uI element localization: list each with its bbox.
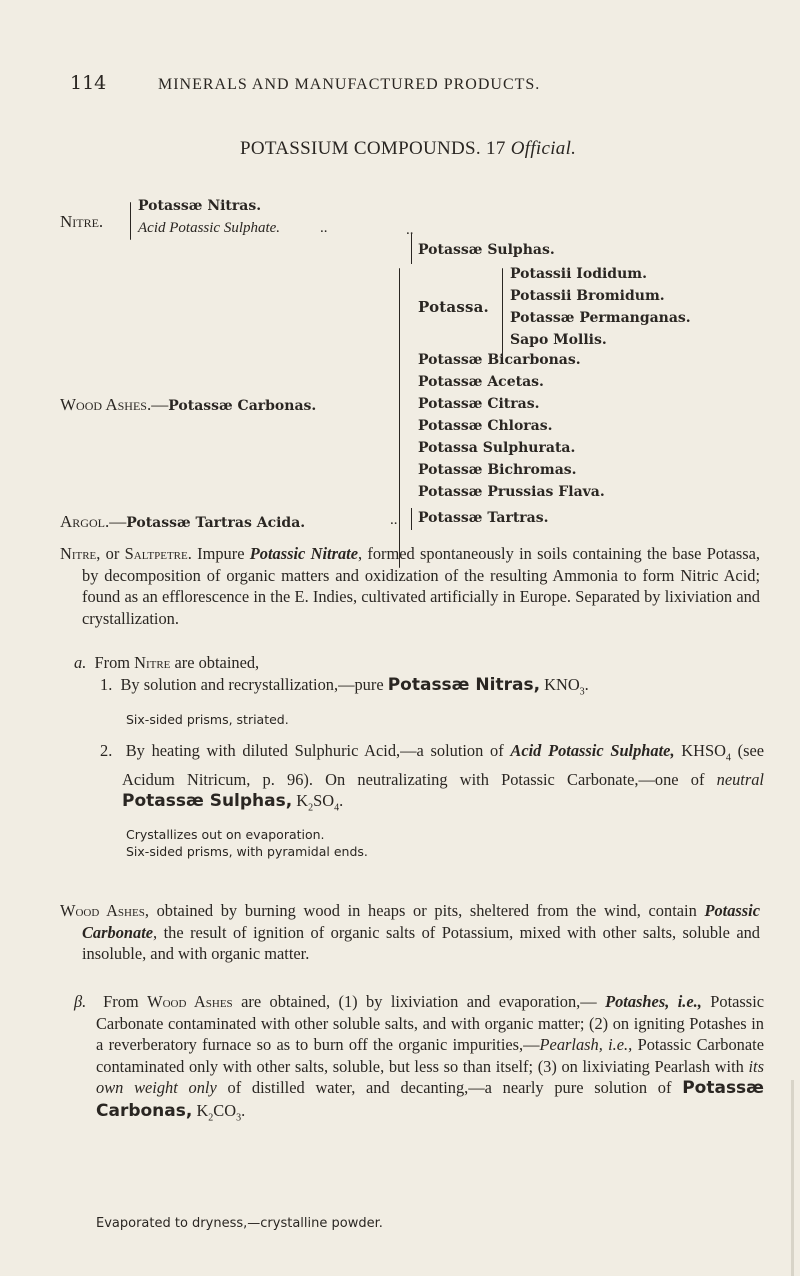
potassa-item-2: Potassii Bromidum. (510, 288, 665, 304)
potassa-item-3: Potassæ Permanganas. (510, 310, 691, 326)
beta-marker: β. (74, 992, 87, 1011)
potassa-label: Potassa. (418, 298, 489, 316)
nitre-text-3: , formed spontaneously in soils containing the base Potassa, by decomposition of organic matters and oxidization of the resulting Ammonia to form Nitric Acid; found as an efflorescence in the E. Indies, cultivated artificially in Europe. Separated by lixiviation and crystallization. (82, 544, 760, 628)
sulphas-item: Potassæ Sulphas. (418, 242, 555, 258)
nitre-label: Nitre. (60, 212, 104, 231)
item1-formula: KNO (544, 674, 580, 694)
argol-row (60, 512, 305, 532)
item2-formula2b: SO (313, 791, 335, 811)
wood-lead: Wood Ashes (60, 901, 145, 920)
beta-t2: Potassic Carbonate contaminated with other soluble salts, and with organic matter; (2) on igniting Potashes in a reverberatory furnace so as to burn off the organic impurities,— (96, 992, 765, 1054)
wood-item-5: Potassa Sulphurata. (418, 440, 576, 456)
wood-potassic-carbonate: Potassic Carbonate (82, 901, 761, 942)
alpha-intro: From (94, 653, 135, 672)
nitre-item-2: Acid Potassic Sulphate. (138, 220, 281, 236)
beta-product: Potassæ Carbonas, (96, 1078, 764, 1121)
official-count: 17 (486, 138, 506, 159)
item1-product: Potassæ Nitras, (387, 674, 541, 695)
argol-dash: — (109, 512, 127, 531)
argol-label: Argol. (60, 512, 110, 531)
item2-acid: Acid Potassic Sulphate, (510, 741, 675, 760)
nitre-text-1: , or (96, 544, 125, 563)
argol-item: Potassæ Tartras Acida. (126, 515, 306, 531)
nitre-brace (130, 202, 131, 240)
potassa-item-4: Sapo Mollis. (510, 332, 607, 348)
beta-pearlash: Pearlash, i.e., (539, 1035, 633, 1054)
sulphas-brace (411, 234, 412, 264)
page-number: 114 (70, 72, 107, 94)
beta-sub2: 3 (236, 1111, 242, 1123)
item1-num: 1. (100, 674, 113, 694)
argol-dots: .. (390, 512, 398, 528)
alpha-section (74, 652, 764, 702)
item1-sub: 3 (579, 685, 585, 697)
beta-t3: Potassic Carbonate contaminated only with other salts, soluble, but less so than itself; (3) on lixiviating Pearlash with (96, 1035, 764, 1076)
wood-item-2: Potassæ Acetas. (418, 374, 544, 390)
alpha-intro-end: are obtained, (170, 653, 260, 672)
nitre-text-2: . Impure (187, 544, 250, 563)
wood-text-2: , the result of ignition of organic salts of Potassium, mixed with other salts, soluble and insoluble, and with organic matter. (82, 922, 760, 963)
beta-end: . (241, 1100, 246, 1120)
wood-ashes-paragraph (60, 900, 760, 965)
wood-carbonas: Potassæ Carbonas. (168, 398, 317, 414)
item2-sub: 4 (725, 752, 731, 764)
item2-sub2b: 4 (334, 802, 340, 814)
wood-item-6: Potassæ Bichromas. (418, 462, 577, 478)
alpha-marker: a. (74, 653, 87, 672)
item2-formula: KHSO (674, 741, 726, 760)
item2-product: Potassæ Sulphas, (122, 791, 293, 812)
wood-item-4: Potassæ Chloras. (418, 418, 553, 434)
item2-text-1: By heating with diluted Sulphuric Acid,—a solution of (125, 741, 511, 760)
item2-num: 2. (100, 741, 113, 760)
item1-note: Six-sided prisms, striated. (126, 712, 289, 727)
page-edge-shadow (791, 1080, 794, 1276)
item2-end: . (339, 791, 344, 811)
potassa-item-1: Potassii Iodidum. (510, 266, 647, 282)
wood-brace (399, 268, 400, 568)
wood-ashes-row (60, 395, 316, 415)
potassa-brace (502, 268, 503, 360)
nitre-item-1: Potassæ Nitras. (138, 198, 262, 214)
item1-end: . (584, 674, 589, 694)
beta-own-weight: its own weight only (96, 1056, 764, 1097)
beta-intro: From (103, 992, 148, 1011)
section-title (240, 138, 576, 160)
wood-item-3: Potassæ Citras. (418, 396, 540, 412)
wood-text-1: , obtained by burning wood in heaps or pits, sheltered from the wind, contain (144, 901, 705, 920)
saltpetre: Saltpetre (124, 544, 188, 563)
wood-dash: — (151, 395, 169, 414)
section-title-text: POTASSIUM COMPOUNDS. (240, 138, 481, 159)
item2-formula2: K (292, 791, 309, 811)
beta-potashes: Potashes, i.e., (605, 992, 702, 1011)
nitre-paragraph (60, 543, 760, 629)
alpha-nitre: Nitre (134, 653, 171, 672)
item2-text-2: (see Acidum Nitricum, p. 96). On neutralizating with Potassic Carbonate,—one of (122, 741, 765, 789)
nitre-lead: Nitre (60, 544, 97, 563)
item2-note-2: Six-sided prisms, with pyramidal ends. (126, 844, 368, 859)
wood-item-7: Potassæ Prussias Flava. (418, 484, 605, 500)
beta-t4: of distilled water, and decanting,—a nearly pure solution of (216, 1078, 683, 1097)
nitre-dots-right: .. (406, 222, 414, 238)
beta-t1: are obtained, (1) by lixiviation and evaporation,— (232, 992, 606, 1011)
wood-item-1: Potassæ Bicarbonas. (418, 352, 581, 368)
item2-note-1: Crystallizes out on evaporation. (126, 827, 325, 842)
beta-wood: Wood Ashes (147, 992, 233, 1011)
beta-formula: K (196, 1100, 209, 1120)
alpha-item-2 (100, 740, 764, 819)
beta-formula-b: CO (213, 1100, 237, 1120)
beta-section (74, 991, 764, 1128)
item2-neutral: neutral (716, 769, 764, 789)
official-label: Official. (510, 138, 577, 159)
tartras-item: Potassæ Tartras. (418, 510, 549, 526)
tartras-brace (411, 508, 412, 530)
item1-text: By solution and recrystallization,—pure (120, 674, 388, 694)
beta-note: Evaporated to dryness,—crystalline powder. (96, 1216, 383, 1231)
nitre-dots: .. (320, 220, 328, 236)
beta-sub1: 2 (208, 1111, 214, 1123)
running-title: MINERALS AND MANUFACTURED PRODUCTS. (158, 76, 541, 93)
wood-ashes-label: Wood Ashes. (60, 395, 152, 414)
potassic-nitrate: Potassic Nitrate (249, 544, 358, 563)
item2-sub2a: 2 (308, 802, 314, 814)
